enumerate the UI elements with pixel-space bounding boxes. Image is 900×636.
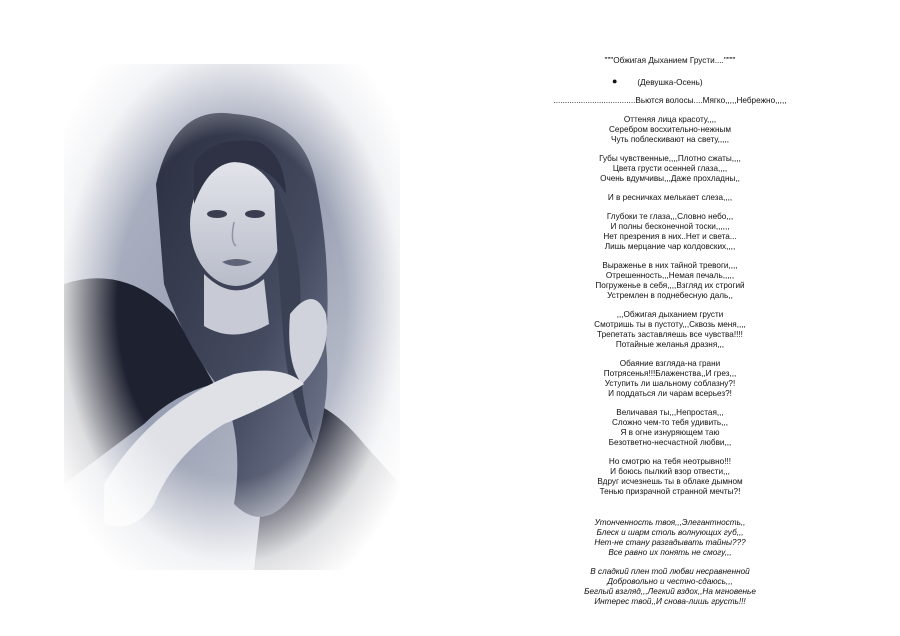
stanza — [548, 310, 792, 350]
italic-stanza — [548, 567, 792, 607]
poem-line: Серебром восхительно-нежным — [608, 124, 732, 134]
poem-line: И в ресничках мелькает слеза,,,, — [607, 192, 733, 202]
poem-line: Я в огне изнуряющем таю — [620, 428, 720, 438]
stanza — [548, 154, 792, 184]
stanza — [548, 408, 792, 448]
poem-line: Губы чувственные,,,,Плотно сжаты,,,, — [599, 153, 741, 163]
portrait-photo — [64, 64, 400, 570]
stanza — [548, 212, 792, 252]
poem-line: И поддаться ли чарам всерьез?! — [608, 389, 732, 398]
poem-line: Глубоки те глаза,,,Словно небо,,, — [606, 212, 734, 222]
poem-line: Выраженье в них тайной тревоги,,,, — [602, 261, 738, 271]
stanza — [548, 457, 792, 497]
stanza — [548, 359, 792, 399]
poem-line: Утонченность твоя,,,Элегантность,, — [594, 518, 746, 528]
poem-first-line: ....................................Вьются волосы....Мягко,,,,,Небрежно,,,,, — [553, 95, 787, 105]
poem-line: ,,,Обжигая дыханием грусти — [616, 310, 724, 320]
poem-line: Лишь мерцание чар колдовских,,,, — [604, 241, 736, 251]
poem-line: Отрешенность,,,Немая печаль,,,,, — [605, 271, 735, 281]
poem-line: Уступить ли шальному соблазну?! — [604, 379, 736, 389]
poem-line: Беглый взгляд,,,Легкий вздох,,На мгновенье — [584, 587, 756, 597]
italic-stanza — [548, 518, 792, 558]
poem-line: Безответно-несчастной любви,,, — [608, 438, 732, 448]
poem-line: В сладкий плен той любви несравненной — [590, 567, 750, 577]
poem-line: Нет-не стану разгадывать тайны??? — [594, 538, 746, 548]
poem-line: Потрясенья!!!Блаженства,,И грез,,, — [603, 369, 737, 379]
poem-title: """Обжигая Дыханием Грусти...."""" — [604, 56, 736, 65]
poem-line: Интерес твой,,И снова-лишь грусть!!! — [594, 597, 746, 607]
poem-line: Сложно чем-то тебя удивить,,, — [611, 418, 728, 428]
poem-line: Смотришь ты в пустоту,,,Сквозь меня,,,, — [594, 320, 746, 330]
stanza — [548, 261, 792, 301]
poem-line: И полны бесконечной тоски,,,,,, — [610, 222, 730, 232]
poem-line: И боюсь пылкий взор отвести,,, — [610, 467, 730, 477]
poem-block — [548, 56, 792, 616]
poem-line: Чуть поблескивают на свету,,,,, — [611, 134, 729, 144]
poem-line: Величавая ты,,,Непростая,,, — [616, 408, 724, 418]
poem-line: Обаяние взгляда-на грани — [619, 359, 721, 369]
poem-line: Устремлен в поднебесную даль,, — [607, 290, 733, 300]
poem-line: Но смотрю на тебя неотрывно!!! — [608, 457, 732, 467]
portrait-illustration — [64, 64, 400, 570]
poem-subtitle: (Девушка-Осень) — [637, 77, 703, 87]
poem-line: Очень вдумчивы,,,Даже прохладны,, — [600, 173, 740, 183]
poem-line: Трепетать заставляешь все чувства!!!! — [597, 330, 743, 340]
poem-line: Вдруг исчезнешь ты в облаке дымном — [597, 477, 743, 487]
poem-line: Добровольно и честно-сдаюсь,,, — [607, 577, 733, 587]
poem-line: Нет презрения в них..Нет и света... — [603, 232, 737, 242]
bullet-icon: ● — [612, 75, 618, 86]
poem-line: Тенью призрачной странной мечты?! — [599, 487, 741, 497]
poem-subtitle-row — [548, 75, 792, 88]
poem-line: Потайные желанья дразня,,, — [615, 339, 725, 349]
stanza — [548, 193, 792, 203]
stanza — [548, 115, 792, 145]
poem-line: Все равно их понять не смогу,,, — [608, 548, 732, 558]
poem-line: Оттеняя лица красоту,,,, — [623, 114, 717, 124]
poem-line: Погруженье в себя,,,,Взгляд их строгий — [595, 281, 745, 291]
poem-line: Блеск и шарм столь волнующих губ,,, — [596, 528, 744, 538]
poem-line: Цвета грусти осенней глаза,,,, — [612, 163, 728, 173]
